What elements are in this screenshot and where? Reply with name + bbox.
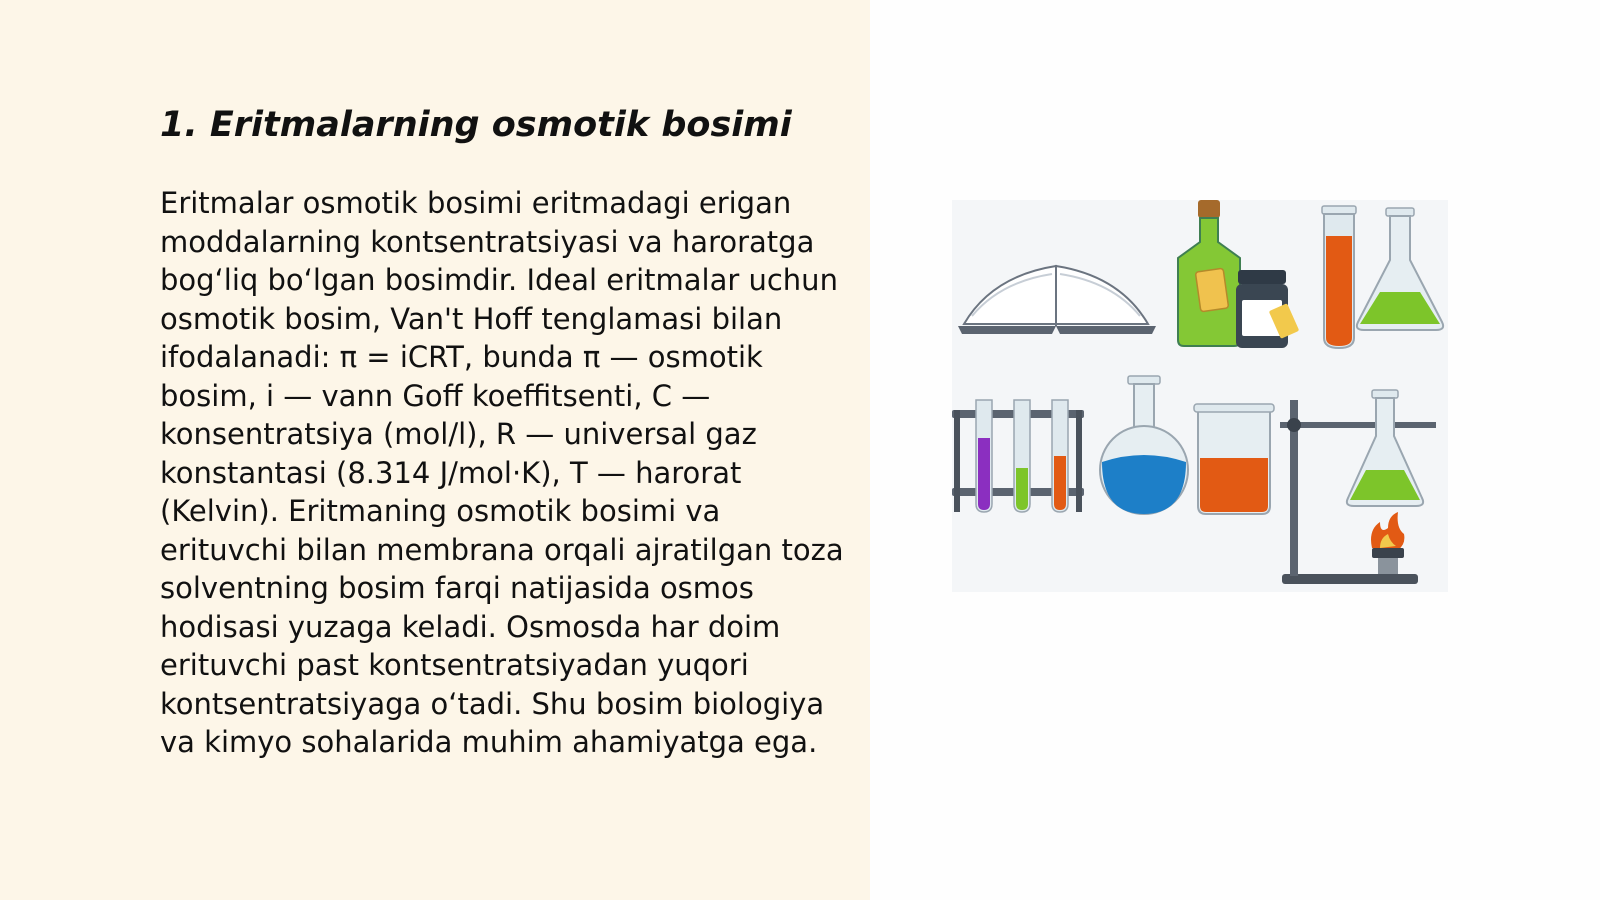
slide-title: 1. Eritmalarning osmotik bosimi [160,105,792,145]
test-tube-icon [1322,206,1356,348]
lab-equipment-illustration [952,200,1448,592]
slide-body-text: Eritmalar osmotik bosimi eritmadagi erigan moddalarning kontsentratsiyasi va haroratga bog‘liq bo‘lgan bosimdir. Ideal eritmalar uchun osmotik bosim, Van't Hoff tenglamasi bilan ifodalanadi: π = iCRT, bunda π — osmotik bosim, i — vann Goff koeffitsenti, C — konsentratsiya (mol/l), R — universal gaz konstantasi (8.314 J/mol·K), T — harorat (Kelvin). Eritmaning osmotik bosimi va erituvchi bilan membrana orqali ajratilgan toza solventning bosim farqi natijasida osmos hodisasi yuzaga keladi. Osmosda har doim erituvchi past kontsentratsiyadan yuqori kontsentratsiyaga o‘tadi. Shu bosim biologiya va kimyo sohalarida muhim ahamiyatga ega. [160,186,844,759]
beaker-icon [1194,404,1274,514]
